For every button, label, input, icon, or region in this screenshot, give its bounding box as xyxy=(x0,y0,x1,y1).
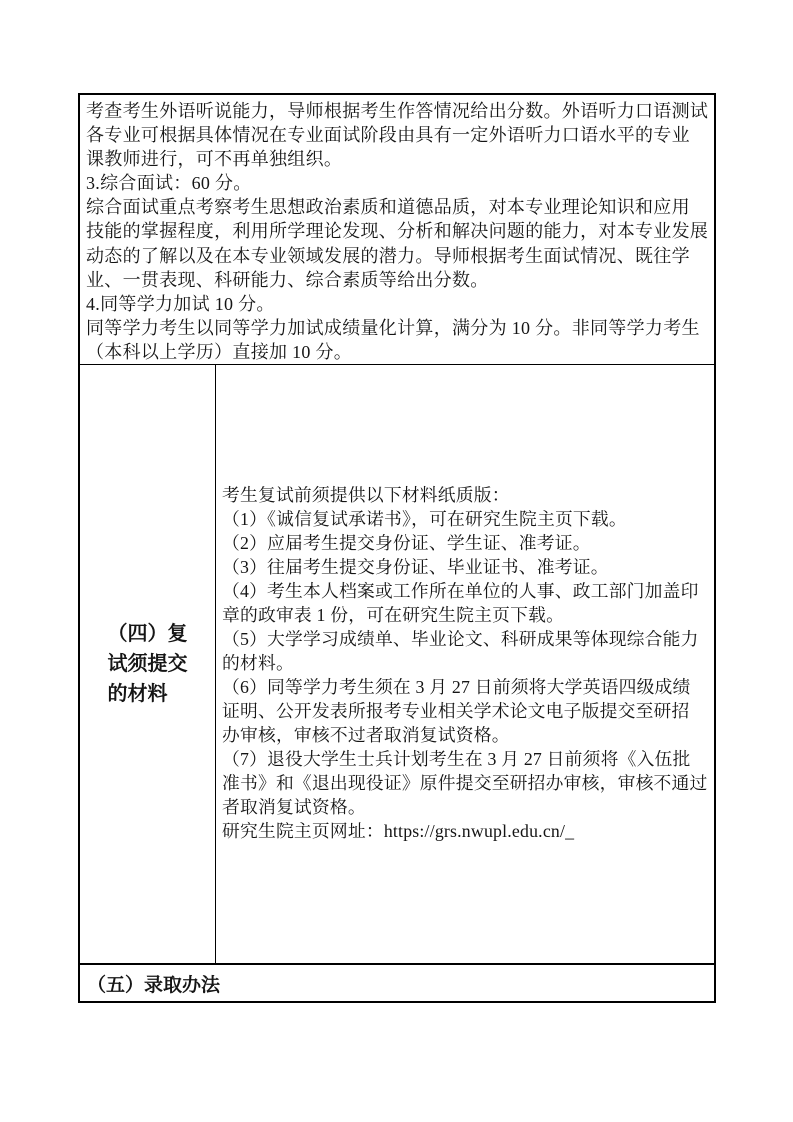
text-line: 动态的了解以及在本专业领域发展的潜力。导师根据考生面试情况、既往学 xyxy=(86,245,690,266)
text-line: 技能的掌握程度，利用所学理论发现、分析和解决问题的能力，对本专业发展 xyxy=(86,221,709,242)
text-line: 业、一贯表现、科研能力、综合素质等给出分数。 xyxy=(86,269,489,290)
text-line: 综合面试重点考察考生思想政治素质和道德品质，对本专业理论知识和应用 xyxy=(86,197,690,218)
text-line: （3）往届考生提交身份证、毕业证书、准考证。 xyxy=(222,557,609,577)
materials-content-cell xyxy=(216,365,714,963)
text-line: （本科以上学历）直接加 10 分。 xyxy=(86,341,353,362)
text-line: 考查考生外语听说能力，导师根据考生作答情况给出分数。外语听力口语测试 xyxy=(86,101,709,121)
text-line: 课教师进行，可不再单独组织。 xyxy=(86,149,343,170)
text-line: 证明、公开发表所报考专业相关学术论文电子版提交至研招 xyxy=(222,701,690,721)
text-line: （5）大学学习成绩单、毕业论文、科研成果等体现综合能力 xyxy=(222,629,699,649)
text-line: 考生复试前须提供以下材料纸质版： xyxy=(222,485,510,505)
section-scoring-details xyxy=(80,95,714,365)
text-line: 的材料。 xyxy=(222,653,294,673)
text-line: 3.综合面试：60 分。 xyxy=(86,173,252,194)
text-line: 研究生院主页网址：https://grs.nwupl.edu.cn/_ xyxy=(222,821,575,841)
text-line: （4）考生本人档案或工作所在单位的人事、政工部门加盖印 xyxy=(222,581,699,601)
section-admission-method xyxy=(80,965,714,1001)
text-line: 的材料 xyxy=(107,683,168,705)
materials-label xyxy=(108,619,188,709)
section-materials xyxy=(80,365,714,965)
text-line: （1）《诚信复试承诺书》，可在研究生院主页下载。 xyxy=(222,509,627,529)
text-line: （四）复 xyxy=(107,623,188,645)
scoring-details-text xyxy=(86,99,710,364)
text-line: （2）应届考生提交身份证、学生证、准考证。 xyxy=(222,533,591,553)
text-line: 试须提交 xyxy=(107,653,188,675)
text-line: 章的政审表 1 份，可在研究生院主页下载。 xyxy=(222,605,565,625)
admission-method-label: （五）录取办法 xyxy=(87,974,221,996)
text-line: 4.同等学力加试 10 分。 xyxy=(86,293,275,314)
reexam-info-table xyxy=(78,93,716,1003)
text-line: 同等学力考生以同等学力加试成绩量化计算，满分为 10 分。非同等学力考生 xyxy=(86,317,700,338)
text-line: （7）退役大学生士兵计划考生在 3 月 27 日前须将《入伍批 xyxy=(222,749,691,769)
materials-content-text xyxy=(222,483,710,843)
text-line: 准书》和《退出现役证》原件提交至研招办审核，审核不通过 xyxy=(222,773,708,793)
materials-label-cell xyxy=(80,365,216,963)
text-line: 者取消复试资格。 xyxy=(222,797,366,817)
text-line: （6）同等学力考生须在 3 月 27 日前须将大学英语四级成绩 xyxy=(222,677,691,697)
text-line: 办审核，审核不过者取消复试资格。 xyxy=(222,725,510,745)
text-line: 各专业可根据具体情况在专业面试阶段由具有一定外语听力口语水平的专业 xyxy=(86,125,690,146)
